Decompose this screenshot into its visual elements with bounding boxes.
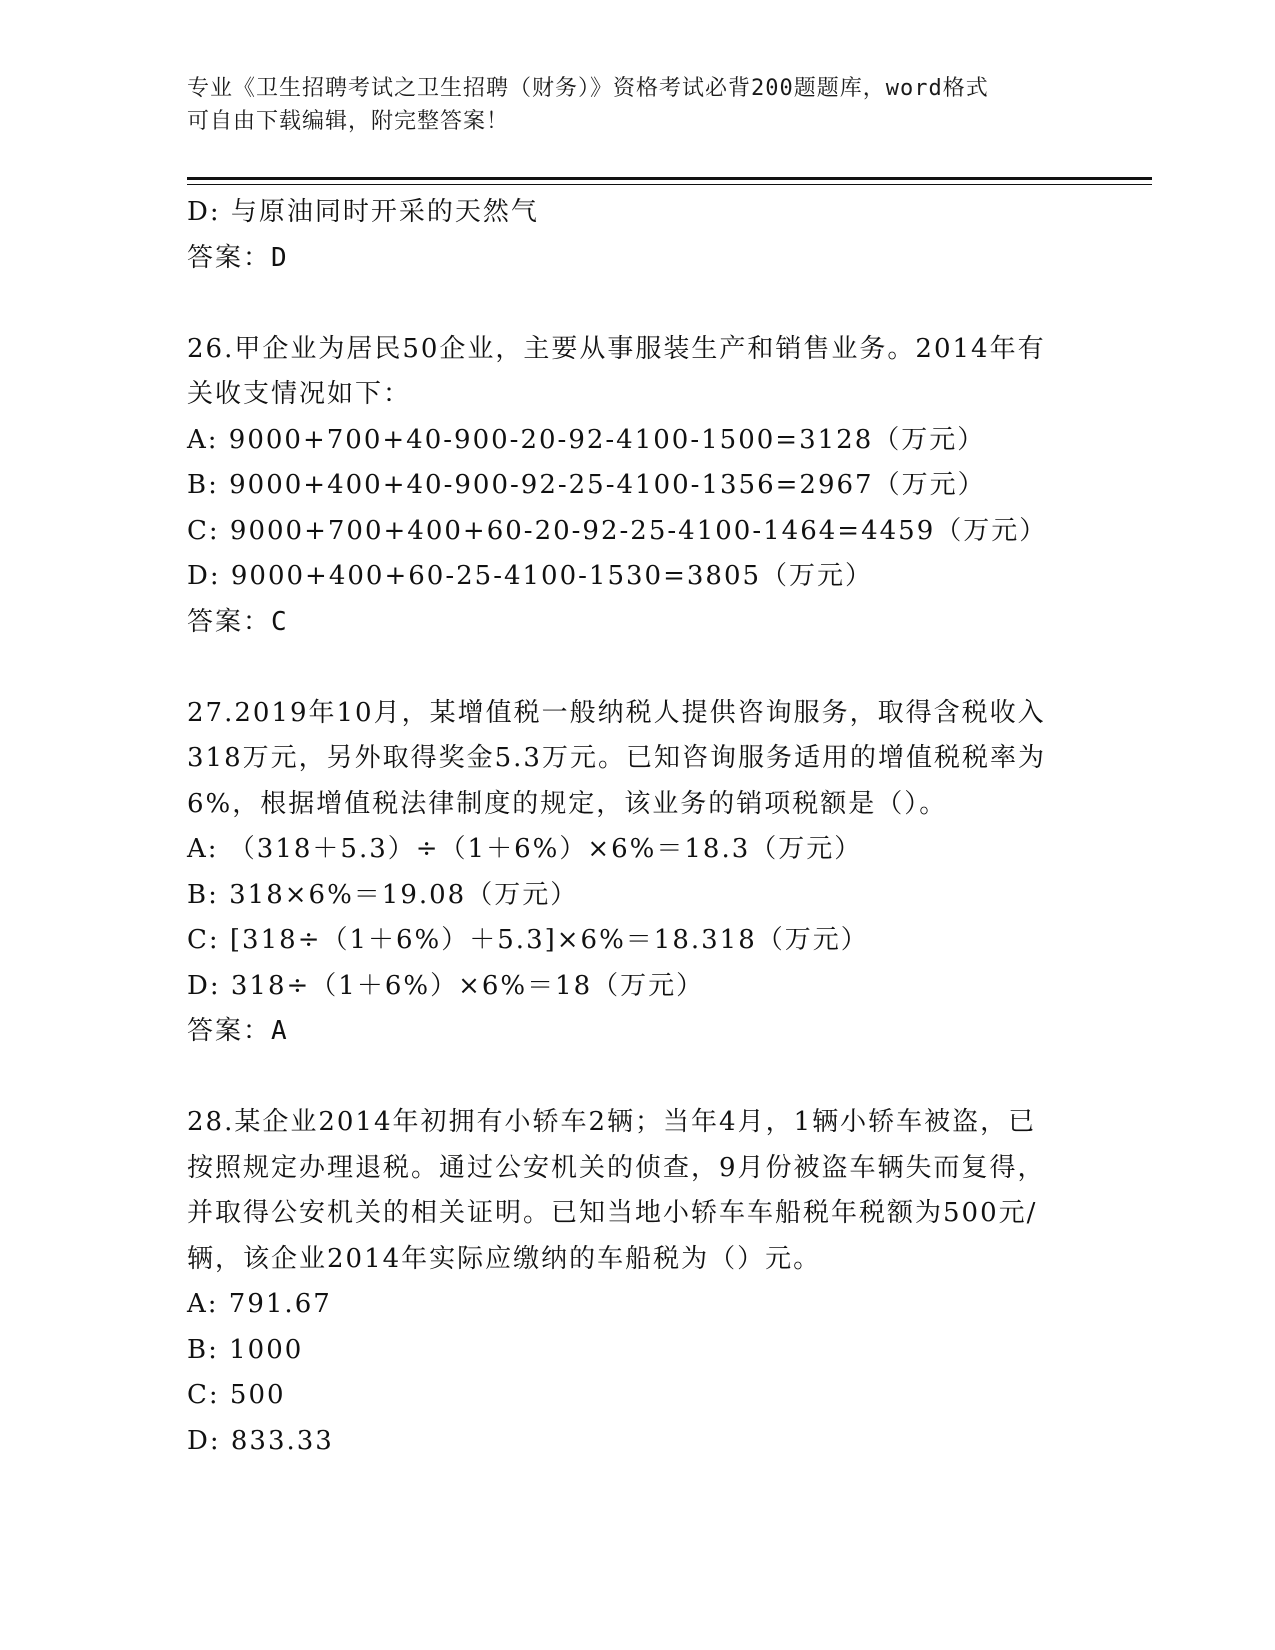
option-d: D: 833.33 — [187, 1425, 334, 1456]
option-d: D: 9000+400+60-25-4100-1530=3805（万元） — [187, 561, 874, 591]
question-stem-line: 辆，该企业2014年实际应缴纳的车船税为（）元。 — [187, 1243, 822, 1274]
spacer — [187, 645, 1087, 691]
document-header — [187, 72, 1087, 138]
answer: 答案：A — [187, 1016, 289, 1046]
question-stem-line: 并取得公安机关的相关证明。已知当地小轿车车船税年税额为500元/ — [187, 1198, 1038, 1228]
answer: 答案：D — [187, 242, 289, 273]
question-stem-line: 26.甲企业为居民50企业，主要从事服装生产和销售业务。2014年有 — [187, 333, 1046, 364]
header-rule-thin — [187, 184, 1152, 185]
option-a: A: 9000+700+40-900-20-92-4100-1500=3128（万元） — [187, 424, 986, 455]
option-b: B: 9000+400+40-900-92-25-4100-1356=2967（万元） — [187, 470, 986, 500]
spacer — [187, 1055, 1087, 1101]
question-stem-line: 27.2019年10月，某增值税一般纳税人提供咨询服务，取得含税收入 — [187, 697, 1046, 728]
answer: 答案：C — [187, 606, 289, 637]
header-line-2: 可自由下载编辑，附完整答案！ — [187, 109, 510, 134]
option-a: A: （318＋5.3）÷（1＋6%）×6%＝18.3（万元） — [187, 834, 863, 864]
option-a: A: 791.67 — [187, 1289, 332, 1319]
option-d: D: 与原油同时开采的天然气 — [187, 197, 539, 227]
question-stem-line: 6%，根据增值税法律制度的规定，该业务的销项税额是（）。 — [187, 788, 948, 819]
question-26 — [187, 327, 1087, 646]
option-c: C: [318÷（1＋6%）＋5.3]×6%＝18.318（万元） — [187, 925, 869, 955]
option-b: B: 318×6%＝19.08（万元） — [187, 879, 579, 910]
header-rule-thick — [187, 177, 1152, 180]
question-28 — [187, 1100, 1087, 1464]
question-stem-line: 28.某企业2014年初拥有小轿车2辆；当年4月，1辆小轿车被盗，已 — [187, 1107, 1037, 1137]
question-27 — [187, 691, 1087, 1055]
question-list — [187, 190, 1087, 1464]
option-c: C: 9000+700+400+60-20-92-25-4100-1464=4459（万元） — [187, 515, 1048, 546]
option-d: D: 318÷（1＋6%）×6%＝18（万元） — [187, 970, 705, 1001]
question-stem-line: 关收支情况如下： — [187, 379, 412, 409]
option-c: C: 500 — [187, 1380, 286, 1410]
question-stem-line: 按照规定办理退税。通过公安机关的侦查，9月份被盗车辆失而复得， — [187, 1152, 1046, 1183]
header-line-1: 专业《卫生招聘考试之卫生招聘（财务）》资格考试必背200题题库，word格式 — [187, 76, 989, 101]
option-b: B: 1000 — [187, 1334, 304, 1365]
question-stem-line: 318万元，另外取得奖金5.3万元。已知咨询服务适用的增值税税率为 — [187, 743, 1046, 773]
spacer — [187, 281, 1087, 327]
